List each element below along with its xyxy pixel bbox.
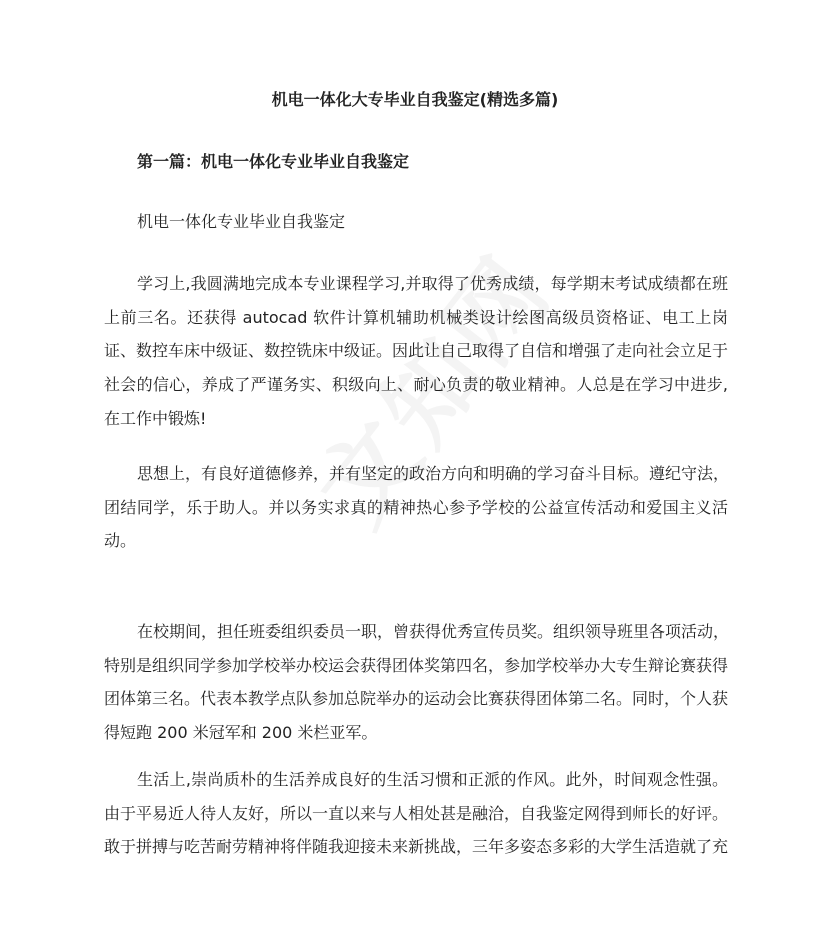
- paragraph-line: 特别是组织同学参加学校举办校运会获得团体奖第四名，参加学校举办大专生辩论赛获得: [104, 655, 729, 675]
- paragraph-line: 证、数控车床中级证、数控铣床中级证。因此让自己取得了自信和增强了走向社会立足于: [104, 341, 729, 361]
- paragraph-study: [104, 267, 728, 435]
- paragraph-line: 生活上,崇尚质朴的生活养成良好的生活习惯和正派的作风。此外，时间观念性强。: [137, 770, 728, 789]
- section-heading: 第一篇：机电一体化专业毕业自我鉴定: [137, 152, 410, 171]
- paragraph-line: 敢于拼搏与吃苦耐劳精神将伴随我迎接未来新挑战，三年多姿态多彩的大学生活造就了充: [104, 837, 729, 857]
- paragraph-line: 社会的信心，养成了严谨务实、积级向上、耐心负责的敬业精神。人总是在学习中进步,: [104, 375, 728, 395]
- paragraph-line: 团体第三名。代表本教学点队参加总院举办的运动会比赛获得团体第二名。同时，个人获: [104, 689, 729, 709]
- section-subtitle: 机电一体化专业毕业自我鉴定: [137, 212, 346, 231]
- paragraph-line: 得短跑 200 米冠军和 200 米栏亚军。: [104, 723, 378, 743]
- paragraph-line: 在校期间，担任班委组织委员一职，曾获得优秀宣传员奖。组织领导班里各项活动，: [137, 622, 730, 641]
- paragraph-line: 团结同学，乐于助人。并以务实求真的精神热心参予学校的公益宣传活动和爱国主义活: [104, 497, 728, 517]
- paragraph-line: 由于平易近人待人友好，所以一直以来与人相处甚是融洽，自我鉴定网得到师长的好评。: [104, 803, 729, 823]
- paragraph-line: 学习上,我圆满地完成本专业课程学习,并取得了优秀成绩，每学期末考试成绩都在班: [137, 274, 728, 293]
- paragraph-school-activities: [104, 615, 728, 750]
- paragraph-line: 在工作中锻炼!: [104, 408, 207, 428]
- document-title: 机电一体化大专毕业自我鉴定(精选多篇): [271, 90, 559, 109]
- paragraph-ideology: [104, 457, 728, 558]
- paragraph-line: 思想上，有良好道德修养，并有坚定的政治方向和明确的学习奋斗目标。遵纪守法，: [137, 464, 730, 483]
- paragraph-line: 上前三名。还获得 autocad 软件计算机辅助机械类设计绘图高级员资格证、电工上岗: [104, 307, 728, 327]
- paragraph-line: 动。: [104, 531, 137, 551]
- paragraph-life: [104, 763, 728, 864]
